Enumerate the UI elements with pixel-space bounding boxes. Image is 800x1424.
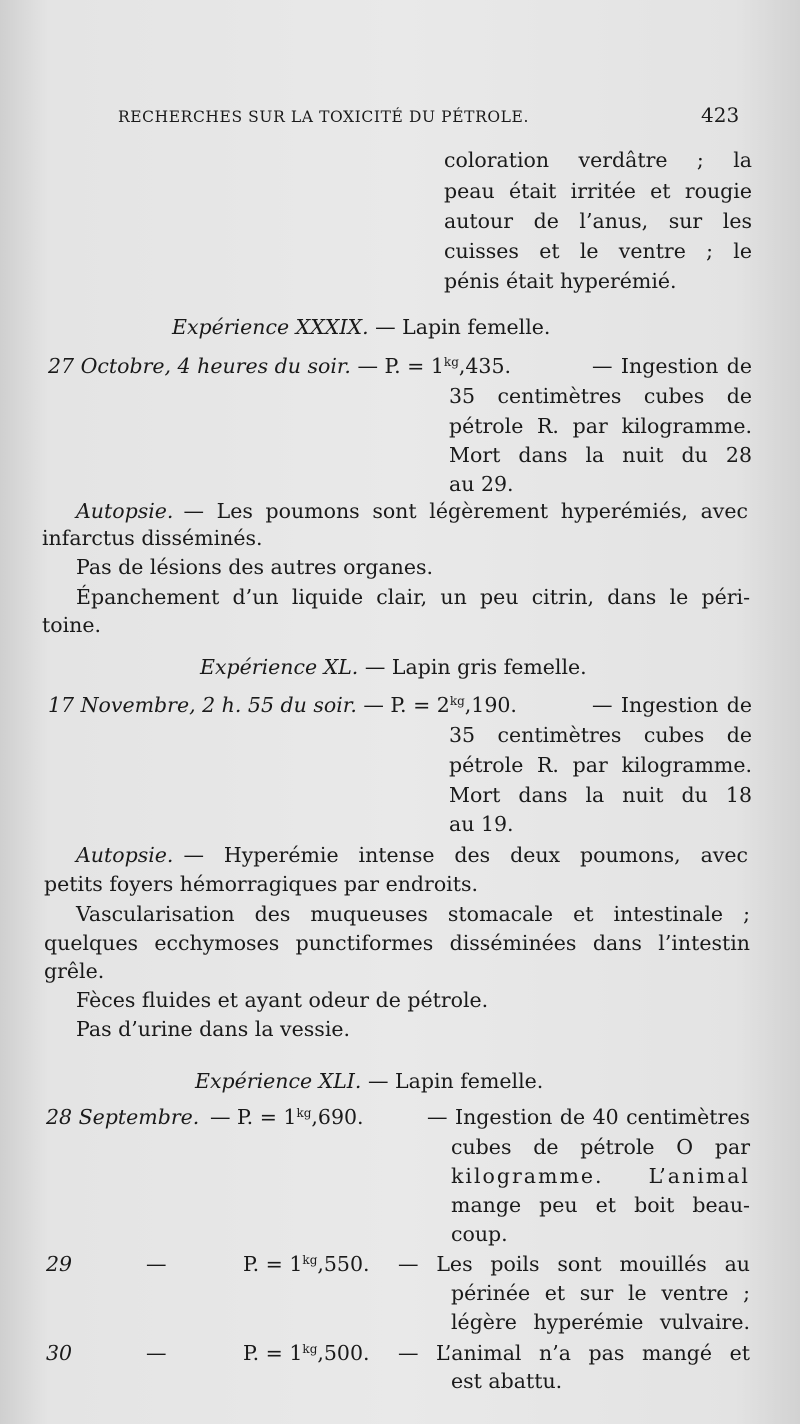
- exp39-entry-head: [48, 352, 511, 380]
- exp41-entry-1-line-5: coup.: [451, 1222, 508, 1246]
- page-number: 423: [701, 103, 740, 127]
- exp39-autopsy-label: Autopsie.: [76, 499, 174, 523]
- exp40-entry-head: [48, 691, 517, 719]
- exp39-animal: — Lapin femelle.: [375, 315, 551, 339]
- exp41-entry-2-line-1: — Les poils sont mouillés au: [398, 1252, 750, 1276]
- exp40-autopsy-label: Autopsie.: [76, 843, 174, 867]
- exp41-entry-3-weight: P. = $1^{kg},500$.: [243, 1341, 370, 1365]
- running-title: RECHERCHES SUR LA TOXICITÉ DU PÉTROLE.: [118, 108, 529, 126]
- exp39-heading: [172, 313, 550, 341]
- exp40-entry-line-1: — Ingestion de: [592, 693, 752, 717]
- exp39-entry-line-5: au 29.: [449, 472, 514, 496]
- exp39-entry-line-4: Mort dans la nuit du 28: [449, 443, 752, 467]
- exp41-entry-2-line-3: légère hyperémie vulvaire.: [451, 1310, 750, 1334]
- exp40-autopsy-line-3: Vascularisation des muqueuses stomacale et intestinale ;: [76, 902, 750, 926]
- exp41-heading: [195, 1067, 543, 1095]
- exp40-autopsy-line-5: grêle.: [44, 959, 105, 983]
- exp41-entry-1-date: 28 Septembre.: [46, 1105, 200, 1129]
- exp41-entry-1-line-4: mange peu et boit beau-: [451, 1193, 750, 1217]
- exp39-autopsy-line-3: Pas de lésions des autres organes.: [76, 555, 434, 579]
- exp41-title: Expérience XLI.: [195, 1069, 362, 1093]
- exp41-animal: — Lapin femelle.: [367, 1069, 544, 1093]
- exp40-entry-weight: — P. = $2^{kg},190$.: [363, 693, 517, 717]
- exp40-entry-line-2: 35 centimètres cubes de: [449, 723, 752, 747]
- exp39-title: Expérience XXXIX.: [172, 315, 369, 339]
- continuation-line-2: peau était irritée et rougie: [444, 179, 752, 203]
- exp41-entry-1-line-1: — Ingestion de 40 centimètres: [427, 1105, 750, 1129]
- exp40-entry-line-5: au 19.: [449, 812, 514, 836]
- exp39-entry-line-2: 35 centimètres cubes de: [449, 384, 752, 408]
- exp39-entry-line-3: pétrole R. par kilogramme.: [449, 414, 752, 438]
- exp39-entry-line-1: — Ingestion de: [592, 354, 752, 378]
- exp41-entry-2-line-2: périnée et sur le ventre ;: [451, 1281, 750, 1305]
- exp39-entry-date: 27 Octobre, 4 heures du soir.: [48, 354, 351, 378]
- exp40-autopsy-line-7: Pas d’urine dans la vessie.: [76, 1017, 351, 1041]
- exp39-autopsy-line-2: infarctus disséminés.: [42, 526, 263, 550]
- exp40-autopsy-line-4: quelques ecchymoses punctiformes disséminées dans l’intestin: [44, 931, 750, 955]
- exp40-entry-line-4: Mort dans la nuit du 18: [449, 783, 752, 807]
- exp40-animal: — Lapin gris femelle.: [364, 655, 587, 679]
- exp41-entry-2-date: 29: [46, 1252, 73, 1276]
- exp41-entry-2-ditto: —: [146, 1252, 167, 1276]
- exp41-entry-2-weight: P. = $1^{kg},550$.: [243, 1252, 370, 1276]
- exp39-autopsy-line-1: Autopsie. — Les poumons sont légèrement hyperémiés, avec: [76, 499, 748, 523]
- continuation-line-4: cuisses et le ventre ; le: [444, 239, 752, 263]
- exp41-entry-3-line-2: est abattu.: [451, 1369, 563, 1393]
- exp40-autopsy-line-2: petits foyers hémorragiques par endroits.: [44, 872, 479, 896]
- exp39-autopsy-line-4: Épanchement d’un liquide clair, un peu citrin, dans le péri-: [76, 585, 750, 609]
- exp41-entry-1-line-2: cubes de pétrole O par: [451, 1135, 750, 1159]
- continuation-line-3: autour de l’anus, sur les: [444, 209, 752, 233]
- exp41-entry-3-line-1: — L’animal n’a pas mangé et: [398, 1341, 750, 1365]
- exp40-entry-date: 17 Novembre, 2 h. 55 du soir.: [48, 693, 357, 717]
- exp41-entry-1-line-3: kilogramme. L’animal: [451, 1164, 750, 1188]
- continuation-line-5: pénis était hyperémié.: [444, 269, 677, 293]
- exp41-entry-3-ditto: —: [146, 1341, 167, 1365]
- exp40-autopsy-line-1: Autopsie. — Hyperémie intense des deux poumons, avec: [76, 843, 748, 867]
- exp40-heading: [200, 653, 587, 681]
- exp39-entry-weight: — P. = $1^{kg},435$.: [357, 354, 512, 378]
- exp40-autopsy-line-6: Fèces fluides et ayant odeur de pétrole.: [76, 988, 489, 1012]
- continuation-line-1: coloration verdâtre ; la: [444, 148, 752, 172]
- exp41-entry-3-date: 30: [46, 1341, 73, 1365]
- exp39-autopsy-line-5: toine.: [42, 613, 101, 637]
- exp40-title: Expérience XL.: [200, 655, 359, 679]
- exp41-entry-1-weight: — P. = $1^{kg},690$.: [210, 1105, 364, 1129]
- exp40-entry-line-3: pétrole R. par kilogramme.: [449, 753, 752, 777]
